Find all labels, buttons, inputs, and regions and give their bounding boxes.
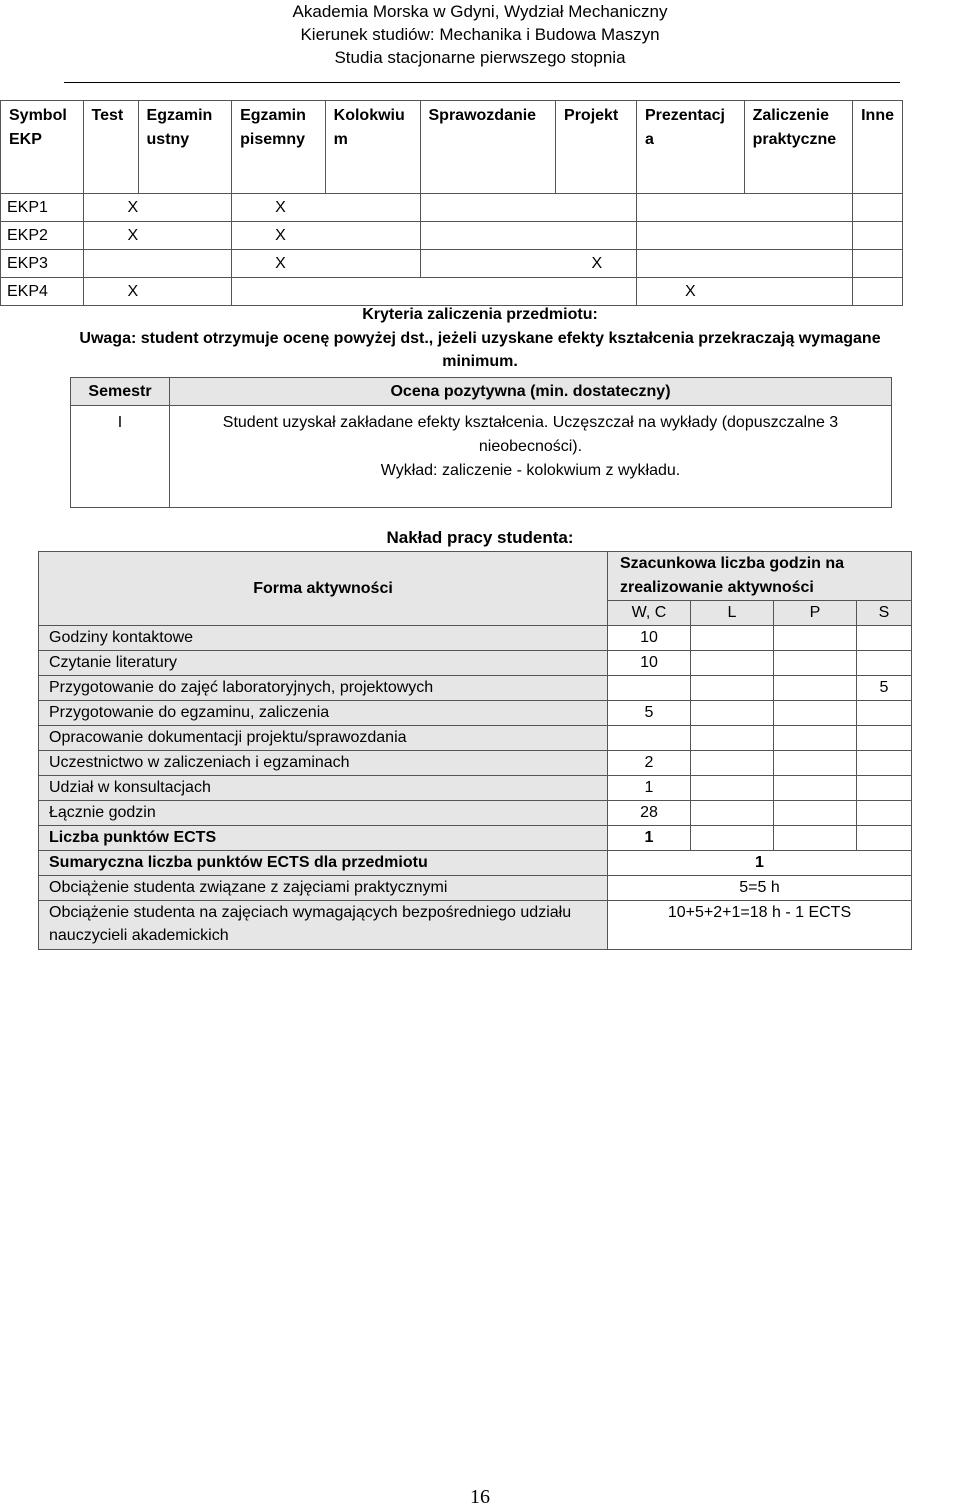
activity-label: Przygotowanie do egzaminu, zaliczenia [39,701,608,726]
criteria-lecture-note: Wykład: zaliczenie - kolokwium z wykładu. [380,462,681,479]
ects-sum-row [39,851,912,876]
table-row [39,701,912,726]
practical-label: Obciążenie studenta związane z zajęciami praktycznymi [39,876,608,901]
assessment-header-row [1,101,903,194]
col-p: P [774,601,857,626]
col-grade: Ocena pozytywna (min. dostateczny) [170,378,892,406]
col-kolokwium: Kolokwiu m [325,101,420,194]
hours-wc: 1 [608,776,691,801]
workload-table [38,551,912,950]
criteria-title: Kryteria zaliczenia przedmiotu: [362,306,598,323]
direct-label: Obciążenie studenta na zajęciach wymagających bezpośredniego udziału nauczycieli akademickich [39,901,608,950]
col-symbol-ekp: Symbol EKP [1,101,84,194]
header-institution: Akademia Morska w Gdyni, Wydział Mechaniczny [292,2,668,21]
semester-value: I [71,406,170,508]
col-egzamin-ustny: Egzamin ustny [138,101,232,194]
header-divider [64,82,900,83]
criteria-description: Student uzyskał zakładane efekty kształcenia. Uczęszczał na wykłady (dopuszczalne 3 nieobecności). [222,414,839,455]
table-row [39,726,912,751]
col-egzamin-pisemny: Egzamin pisemny [232,101,326,194]
direct-row [39,901,912,950]
activity-label: Łącznie godzin [39,801,608,826]
col-zaliczenie-praktyczne: Zaliczenie praktyczne [744,101,853,194]
hours-wc: 28 [608,801,691,826]
col-hours: Szacunkowa liczba godzin na zrealizowanie aktywności [608,552,912,601]
cell-mark: X [232,250,420,278]
table-row [39,651,912,676]
criteria-note: Uwaga: student otrzymuje ocenę powyżej dst., jeżeli uzyskane efekty kształcenia przekraczają wymagane minimum. [79,330,881,370]
assessment-table [0,100,903,306]
hours-wc: 10 [608,626,691,651]
activity-label: Godziny kontaktowe [39,626,608,651]
activity-label: Czytanie literatury [39,651,608,676]
direct-value: 10+5+2+1=18 h - 1 ECTS [608,901,912,950]
cell-mark: X [232,194,420,222]
col-s: S [857,601,912,626]
cell-mark: X [232,222,420,250]
hours-wc: 10 [608,651,691,676]
cell-mark: X [83,222,232,250]
table-row [39,776,912,801]
col-sprawozdanie: Sprawozdanie [420,101,556,194]
workload-title: Nakład pracy studenta: [386,528,574,547]
table-row [39,626,912,651]
ects-sum-label: Sumaryczna liczba punktów ECTS dla przedmiotu [39,851,608,876]
col-prezentacja: Prezentacj a [636,101,744,194]
row-symbol: EKP3 [1,250,84,278]
row-symbol: EKP1 [1,194,84,222]
row-symbol: EKP4 [1,278,84,306]
page-number: 16 [470,1486,490,1508]
ects-label: Liczba punktów ECTS [39,826,608,851]
cell-mark: X [420,250,636,278]
header-study-mode: Studia stacjonarne pierwszego stopnia [334,48,626,67]
table-row [1,222,903,250]
cell-mark: X [636,278,852,306]
table-row [1,278,903,306]
hours-wc: 2 [608,751,691,776]
table-row [1,250,903,278]
activity-label: Udział w konsultacjach [39,776,608,801]
header-program: Kierunek studiów: Mechanika i Budowa Maszyn [300,25,660,44]
ects-value: 1 [608,826,691,851]
table-row [39,801,912,826]
hours-s: 5 [857,676,912,701]
col-wc: W, C [608,601,691,626]
table-row [1,194,903,222]
col-activity: Forma aktywności [39,552,608,626]
row-symbol: EKP2 [1,222,84,250]
hours-wc: 5 [608,701,691,726]
cell-mark: X [83,194,232,222]
criteria-header-row [71,378,892,406]
table-row [39,676,912,701]
col-test: Test [83,101,138,194]
criteria-row [71,406,892,508]
col-semester: Semestr [71,378,170,406]
cell-mark: X [83,278,232,306]
ects-sum-value: 1 [608,851,912,876]
col-inne: Inne [853,101,903,194]
criteria-table [70,377,892,508]
ects-row [39,826,912,851]
table-row [39,751,912,776]
activity-label: Opracowanie dokumentacji projektu/sprawozdania [39,726,608,751]
activity-label: Uczestnictwo w zaliczeniach i egzaminach [39,751,608,776]
workload-header-row [39,552,912,601]
col-l: L [691,601,774,626]
practical-row [39,876,912,901]
activity-label: Przygotowanie do zajęć laboratoryjnych, projektowych [39,676,608,701]
col-projekt: Projekt [556,101,637,194]
practical-value: 5=5 h [608,876,912,901]
